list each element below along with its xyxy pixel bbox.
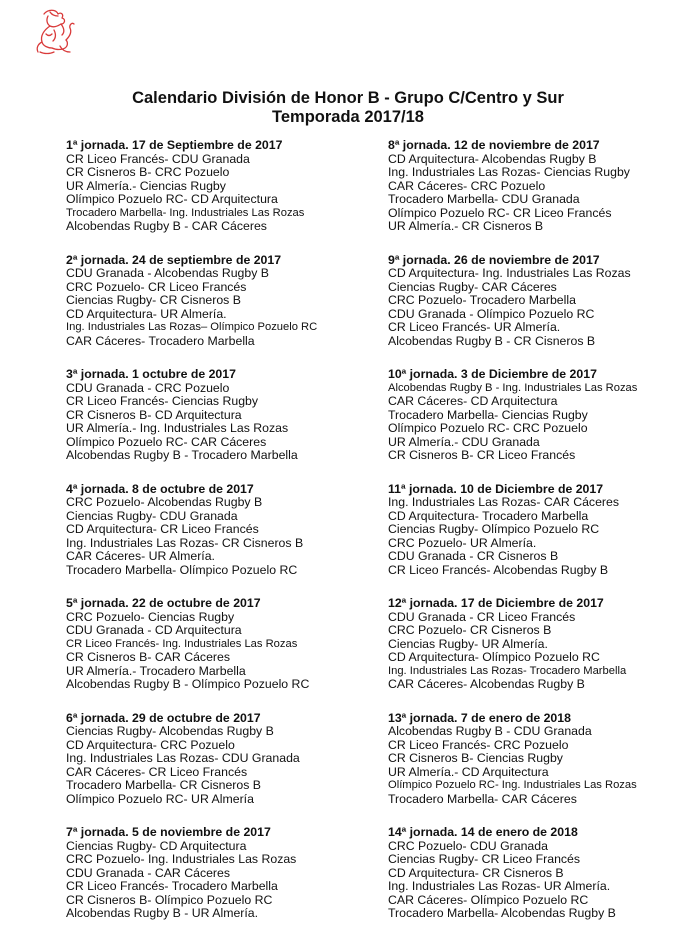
jornada-heading: 14ª jornada. 14 de enero de 2018 bbox=[388, 825, 578, 839]
fixtures-column-right bbox=[388, 139, 696, 941]
fixture-line: CD Arquitectura- Ing. Industriales Las Rozas bbox=[388, 266, 631, 280]
fixture-line: CD Arquitectura- Olímpico Pozuelo RC bbox=[388, 650, 600, 664]
fixture-line: CD Arquitectura- CR Liceo Francés bbox=[66, 522, 259, 536]
fixture-line: CDU Granada - CD Arquitectura bbox=[66, 623, 242, 637]
fixture-line: CRC Pozuelo- Ing. Industriales Las Rozas bbox=[66, 852, 297, 866]
fixture-line: CAR Cáceres- Olímpico Pozuelo RC bbox=[388, 892, 589, 907]
fixture-line: Trocadero Marbella- Ing. Industriales Las Rozas bbox=[66, 206, 305, 219]
fixture-line: CAR Cáceres- UR Almería. bbox=[66, 549, 215, 563]
fixture-line: Alcobendas Rugby B - Ing. Industriales Las Rozas bbox=[388, 381, 638, 394]
fixture-line: CRC Pozuelo- Ciencias Rugby bbox=[66, 609, 235, 624]
fixture-line: CR Liceo Francés- CRC Pozuelo bbox=[388, 737, 569, 752]
jornada-heading: 10ª jornada. 3 de Diciembre de 2017 bbox=[388, 367, 597, 381]
jornada-heading: 2ª jornada. 24 de septiembre de 2017 bbox=[66, 252, 282, 267]
fixture-line: Ciencias Rugby- Olímpico Pozuelo RC bbox=[388, 522, 600, 536]
jornada-block bbox=[66, 483, 386, 598]
fixture-line: Trocadero Marbella- Alcobendas Rugby B bbox=[388, 906, 616, 920]
fixture-line: CD Arquitectura- Trocadero Marbella bbox=[388, 508, 589, 523]
fixture-line: CAR Cáceres- CD Arquitectura bbox=[388, 394, 558, 408]
fixture-line: Ing. Industriales Las Rozas- Trocadero Marbella bbox=[388, 664, 627, 677]
fixture-line: Ciencias Rugby- CAR Cáceres bbox=[388, 279, 557, 294]
jornada-block bbox=[388, 712, 696, 827]
fixture-line: CD Arquitectura- CRC Pozuelo bbox=[66, 737, 235, 752]
fixture-line: Alcobendas Rugby B - UR Almería. bbox=[66, 906, 259, 920]
fixture-line: Olímpico Pozuelo RC- CD Arquitectura bbox=[66, 192, 278, 206]
fixture-line: CR Liceo Francés- Alcobendas Rugby B bbox=[388, 562, 609, 577]
fixture-line: UR Almería.- CD Arquitectura bbox=[388, 764, 549, 779]
fixture-line: UR Almería.- Trocadero Marbella bbox=[66, 663, 246, 678]
fixture-line: CR Liceo Francés- Ciencias Rugby bbox=[66, 394, 259, 408]
fixture-line: CR Cisneros B- CAR Cáceres bbox=[66, 650, 230, 664]
jornada-block bbox=[388, 254, 696, 369]
jornada-block bbox=[66, 254, 386, 369]
fixture-line: Ciencias Rugby- CR Cisneros B bbox=[66, 293, 241, 307]
fixture-line: UR Almería.- CDU Granada bbox=[388, 434, 540, 449]
jornada-heading: 12ª jornada. 17 de Diciembre de 2017 bbox=[388, 596, 604, 610]
fixture-line: Trocadero Marbella- Ciencias Rugby bbox=[388, 407, 588, 422]
fixture-line: CR Liceo Francés- Ing. Industriales Las Rozas bbox=[66, 637, 298, 650]
fixture-line: CR Cisneros B- Ciencias Rugby bbox=[388, 751, 563, 765]
fixture-line: CD Arquitectura- UR Almería. bbox=[66, 306, 227, 321]
fixture-line: CAR Cáceres- Alcobendas Rugby B bbox=[388, 677, 585, 691]
fixture-line: CR Liceo Francés- CDU Granada bbox=[66, 151, 250, 166]
fixture-line: CAR Cáceres- CR Liceo Francés bbox=[66, 764, 248, 779]
jornada-block bbox=[66, 597, 386, 712]
fixture-line: Alcobendas Rugby B - CDU Granada bbox=[388, 724, 592, 738]
fixture-line: CRC Pozuelo- Trocadero Marbella bbox=[388, 293, 576, 307]
fixture-line: CR Cisneros B- CD Arquitectura bbox=[66, 407, 242, 422]
fixture-line: Ing. Industriales Las Rozas- CDU Granada bbox=[66, 751, 300, 765]
fixture-line: Olímpico Pozuelo RC- UR Almería bbox=[66, 791, 254, 806]
fixture-line: Alcobendas Rugby B - Olímpico Pozuelo RC bbox=[66, 677, 310, 691]
jornada-block bbox=[388, 597, 696, 712]
fixture-line: CAR Cáceres- Trocadero Marbella bbox=[66, 333, 255, 348]
fixture-line: Ing. Industriales Las Rozas- Ciencias Rugby bbox=[388, 165, 630, 179]
fixture-line: Alcobendas Rugby B - CR Cisneros B bbox=[388, 333, 596, 348]
fixture-line: CRC Pozuelo- UR Almería. bbox=[388, 535, 537, 550]
fixture-line: CRC Pozuelo- CDU Granada bbox=[388, 838, 548, 853]
fixture-line: Olímpico Pozuelo RC- Ing. Industriales Las Rozas bbox=[388, 779, 637, 791]
fixture-line: Alcobendas Rugby B - CAR Cáceres bbox=[66, 219, 267, 233]
document-title: Calendario División de Honor B - Grupo C/Centro y Sur bbox=[132, 89, 564, 107]
jornada-block bbox=[388, 368, 696, 483]
jornada-block bbox=[388, 139, 696, 254]
fixture-line: Ing. Industriales Las Rozas- CAR Cáceres bbox=[388, 495, 620, 509]
jornada-block bbox=[66, 368, 386, 483]
fixture-line: UR Almería.- CR Cisneros B bbox=[388, 219, 544, 233]
fixture-line: CRC Pozuelo- CR Cisneros B bbox=[388, 623, 552, 637]
fixture-line: Ciencias Rugby- CD Arquitectura bbox=[66, 838, 247, 853]
jornada-heading: 6ª jornada. 29 de octubre de 2017 bbox=[66, 710, 261, 725]
fixture-line: Ciencias Rugby- Alcobendas Rugby B bbox=[66, 724, 274, 738]
fixtures-column-left bbox=[66, 139, 386, 941]
fixture-line: CR Liceo Francés- Trocadero Marbella bbox=[66, 879, 278, 893]
fixture-line: Ing. Industriales Las Rozas– Olímpico Pozuelo RC bbox=[66, 321, 318, 333]
fixture-line: CDU Granada - Olímpico Pozuelo RC bbox=[388, 306, 595, 321]
jornada-block bbox=[388, 826, 696, 941]
jornada-heading: 5ª jornada. 22 de octubre de 2017 bbox=[66, 596, 261, 610]
document-subtitle: Temporada 2017/18 bbox=[272, 108, 424, 126]
fixture-line: Trocadero Marbella- CDU Granada bbox=[388, 192, 580, 206]
fixture-line: CR Liceo Francés- UR Almería. bbox=[388, 320, 561, 334]
jornada-heading: 13ª jornada. 7 de enero de 2018 bbox=[388, 710, 571, 725]
fixture-line: UR Almería.- Ciencias Rugby bbox=[66, 178, 226, 193]
fixture-line: Olímpico Pozuelo RC- CAR Cáceres bbox=[66, 434, 267, 449]
jornada-heading: 7ª jornada. 5 de noviembre de 2017 bbox=[66, 825, 271, 839]
jornada-block bbox=[66, 826, 386, 941]
fixture-line: Trocadero Marbella- CAR Cáceres bbox=[388, 791, 577, 806]
fixture-line: CDU Granada - CRC Pozuelo bbox=[66, 380, 230, 395]
fixture-line: Ciencias Rugby- UR Almería. bbox=[388, 636, 548, 651]
fixture-line: CDU Granada - CAR Cáceres bbox=[66, 865, 231, 880]
fixture-line: CD Arquitectura- Alcobendas Rugby B bbox=[388, 151, 597, 166]
fixture-line: Alcobendas Rugby B - Trocadero Marbella bbox=[66, 448, 298, 462]
fixture-line: CRC Pozuelo- CR Liceo Francés bbox=[66, 279, 247, 294]
jornada-block bbox=[388, 483, 696, 598]
fixture-line: Trocadero Marbella- Olímpico Pozuelo RC bbox=[66, 562, 298, 577]
fixture-line: Ciencias Rugby- CR Liceo Francés bbox=[388, 852, 581, 866]
jornada-heading: 4ª jornada. 8 de octubre de 2017 bbox=[66, 481, 254, 496]
fixture-line: CD Arquitectura- CR Cisneros B bbox=[388, 865, 564, 880]
jornada-heading: 11ª jornada. 10 de Diciembre de 2017 bbox=[388, 481, 604, 496]
fixture-line: UR Almería.- Ing. Industriales Las Rozas bbox=[66, 421, 289, 435]
jornada-heading: 9ª jornada. 26 de noviembre de 2017 bbox=[388, 252, 600, 267]
jornada-heading: 8ª jornada. 12 de noviembre de 2017 bbox=[388, 138, 600, 152]
jornada-block bbox=[66, 139, 386, 254]
fixture-line: CAR Cáceres- CRC Pozuelo bbox=[388, 178, 546, 193]
lion-rampant-icon bbox=[30, 6, 76, 56]
fixture-line: CR Cisneros B- CRC Pozuelo bbox=[66, 165, 230, 179]
fixture-line: CDU Granada - Alcobendas Rugby B bbox=[66, 266, 270, 280]
fixture-line: Ing. Industriales Las Rozas- CR Cisneros B bbox=[66, 535, 304, 550]
fixture-line: Trocadero Marbella- CR Cisneros B bbox=[66, 778, 261, 792]
fixture-line: CR Cisneros B- CR Liceo Francés bbox=[388, 448, 576, 462]
jornada-heading: 3ª jornada. 1 octubre de 2017 bbox=[66, 367, 236, 381]
fixture-line: Olímpico Pozuelo RC- CRC Pozuelo bbox=[388, 421, 588, 435]
fixture-line: CRC Pozuelo- Alcobendas Rugby B bbox=[66, 495, 263, 509]
fixture-line: CR Cisneros B- Olímpico Pozuelo RC bbox=[66, 892, 273, 907]
fixture-line: CDU Granada - CR Liceo Francés bbox=[388, 609, 576, 624]
jornada-block bbox=[66, 712, 386, 827]
fixture-line: Olímpico Pozuelo RC- CR Liceo Francés bbox=[388, 205, 612, 220]
fixture-line: CDU Granada - CR Cisneros B bbox=[388, 549, 559, 563]
fixture-line: Ciencias Rugby- CDU Granada bbox=[66, 508, 238, 523]
fixture-line: Ing. Industriales Las Rozas- UR Almería. bbox=[388, 879, 611, 893]
jornada-heading: 1ª jornada. 17 de Septiembre de 2017 bbox=[66, 138, 283, 152]
